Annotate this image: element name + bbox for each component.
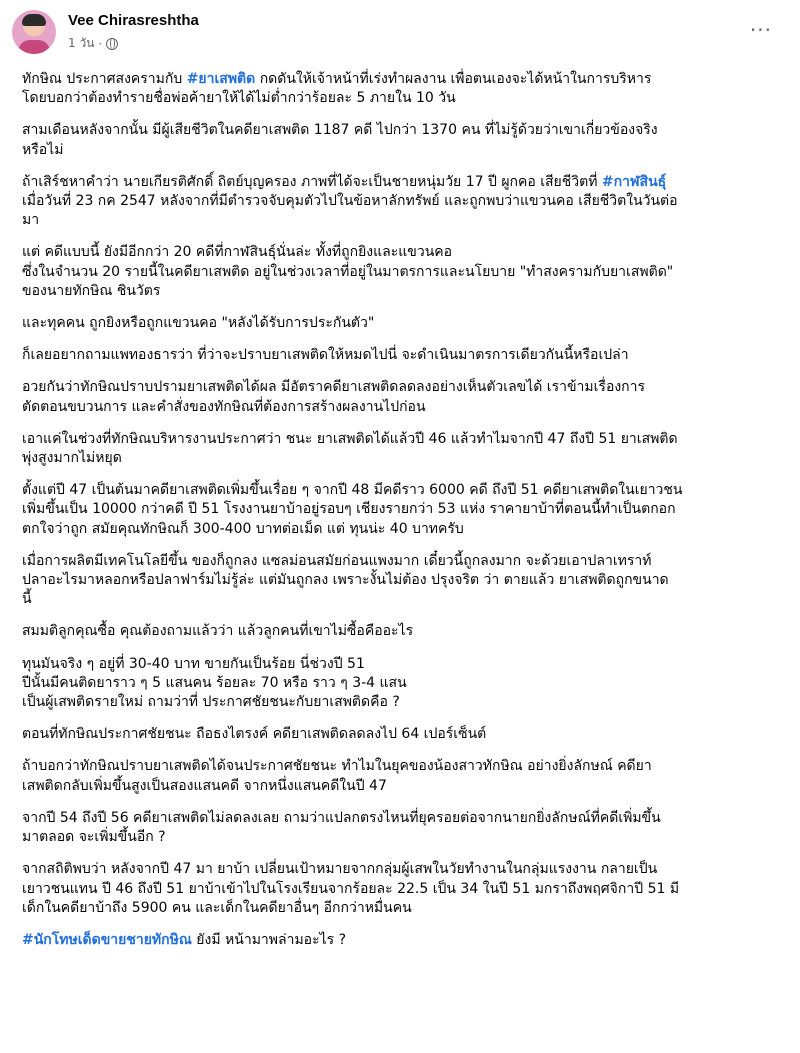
paragraph-text: กดดันให้เจ้าหน้าที่เร่งทำผลงาน เพื่อตนเองจะได้หน้าในการบริหาร โดยบอกว่าต้องทำรายชื่อพ่อค้ายาให้ได้ไม่ต่ำกว่าร้อยละ 5 ภายใน 10 วัน <box>22 71 652 107</box>
paragraph-text: จากสถิติพบว่า หลังจากปี 47 มา ยาบ้า เปลี่ยนเป้าหมายจากกลุ่มผู้เสพในวัยทำงานในกลุ่มแรงงาน กลายเป็น เยาวชนแทน ปี 46 ถึงปี 51 ยาบ้าเข้าไปในโรงเรียนจากร้อยละ 22.5 เป็น 34 ในปี 51 มกราถึงพฤศจิกาปี 51 มี เด็กในคดียาบ้าถึง 5900 คน และเด็กในคดียาอื่นๆ อีกกว่าหมื่นคน <box>22 861 680 916</box>
post-paragraph <box>22 173 782 231</box>
paragraph-text: สามเดือนหลังจากนั้น มีผู้เสียชีวิตในคดียาเสพติด 1187 คดี ไปกว่า 1370 คน ที่ไม่รู้ด้วยว่าเขาเกี่ยวข้องจริง หรือไม่ <box>22 122 658 158</box>
paragraph-text: ถ้าบอกว่าทักษิณปราบยาเสพติดได้จนประกาศชัยชนะ ทำไมในยุคของน้องสาวทักษิณ อย่างยิ่งลักษณ์ คดียา เสพติดกลับเพิ่มขึ้นสูงเป็นสองแสนคดี จากหนึ่งแสนคดีในปี 47 <box>22 758 652 794</box>
paragraph-text: ตั้งแต่ปี 47 เป็นต้นมาคดียาเสพติดเพิ่มขึ้นเรื่อย ๆ จากปี 48 มีคดีราว 6000 คดี ถึงปี 51 คดียาเสพติดในเยาวชน เพิ่มขึ้นเป็น 10000 กว่าคดี ปี 51 โรงงานยาบ้าอยู่รอบๆ เชียงรายกว่า 53 แห่ง ราคายาบ้าที่ตอนนี้ทำเป็นตกอก ตกใจว่าถูก สมัยคุณทักษิณก็ 300-400 บาทต่อเม็ด แต่ ทุนน่ะ 40 บาทครับ <box>22 482 683 537</box>
post-paragraph <box>22 314 782 333</box>
paragraph-text: จากปี 54 ถึงปี 56 คดียาเสพติดไม่ลดลงเลย ถามว่าแปลกตรงไหนที่ยุครอยต่อจากนายกยิ่งลักษณ์ที่คดีเพิ่มขึ้น มาตลอด จะเพิ่มขึ้นอีก ? <box>22 809 661 846</box>
post-paragraph <box>22 70 782 108</box>
paragraph-text: สมมติลูกคุณซื้อ คุณต้องถามแล้วว่า แล้วลูกคนที่เขาไม่ซื้อคืออะไร <box>22 623 414 640</box>
post-body <box>22 70 782 963</box>
post-paragraph <box>22 809 782 847</box>
paragraph-text: ทักษิณ ประกาศสงครามกับ <box>22 71 187 87</box>
paragraph-text: ก็เลยอยากถามแพทองธารว่า ที่ว่าจะปราบยาเสพติดให้หมดไปนี่ จะดำเนินมาตรการเดียวกันนี้หรือเปล่า <box>22 347 629 364</box>
post-paragraph <box>22 481 782 539</box>
avatar-shirt <box>18 40 50 54</box>
post-paragraph <box>22 860 782 918</box>
globe-icon[interactable] <box>106 38 118 50</box>
more-options-button[interactable]: ··· <box>749 18 772 42</box>
paragraph-text: อวยกันว่าทักษิณปราบปรามยาเสพติดได้ผล มีอัตราคดียาเสพติดลดลงอย่างเห็นตัวเลขได้ เราข้ามเรื่องการ ตัดตอนขบวนการ และคำสั่งของทักษิณที่ต้องการสร้างผลงานไปก่อน <box>22 379 646 415</box>
post-paragraph <box>22 552 782 610</box>
hashtag-link[interactable]: #นักโทษเด็ดขายชายทักษิณ <box>22 931 192 948</box>
post-time[interactable]: 1 วัน <box>68 36 95 50</box>
post-header <box>8 8 792 56</box>
paragraph-text: เอาแค่ในช่วงที่ทักษิณบริหารงานประกาศว่า ชนะ ยาเสพติดได้แล้วปี 46 แล้วทำไมจากปี 47 ถึงปี 51 ยาเสพติด พุ่งสูงมากไม่หยุด <box>22 430 678 467</box>
avatar-hair <box>22 14 46 26</box>
post-paragraph <box>22 725 782 744</box>
hashtag-link[interactable]: #ยาเสพติด <box>186 71 256 87</box>
paragraph-text: ยังมี หน้ามาพล่ามอะไร ? <box>191 931 347 948</box>
post-paragraph <box>22 121 782 159</box>
paragraph-text: ทุนมันจริง ๆ อยู่ที่ 30-40 บาท ขายกันเป็นร้อย นี่ช่วงปี 51 ปีนั้นมีคนติดยาราว ๆ 5 แสนคน ร้อยละ 70 หรือ ราว ๆ 3-4 แสน เป็นผู้เสพติดรายใหม่ ถามว่าที่ ประกาศชัยชนะกับยาเสพติดคือ ? <box>22 655 407 711</box>
paragraph-text: เมื่อวันที่ 23 กค 2547 หลังจากที่มีตำรวจจับคุมตัวไปในข้อหาลักทรัพย์ และถูกพบว่าแขวนคอ เสียชีวิตในวันต่อ มา <box>22 193 678 229</box>
post-paragraph <box>22 243 782 301</box>
post-paragraph <box>22 655 782 713</box>
post-paragraph <box>22 430 782 468</box>
author-name[interactable]: Vee Chirasreshtha <box>68 12 199 29</box>
paragraph-text: ถ้าเสิร์ชหาคำว่า นายเกียรติศักดิ์ ถิตย์บุญครอง ภาพที่ได้จะเป็นชายหนุ่มวัย 17 ปี ผูกคอ เสียชีวิตที่ <box>22 173 602 190</box>
post-paragraph <box>22 757 782 795</box>
post-paragraph <box>22 346 782 365</box>
avatar[interactable] <box>12 10 56 54</box>
post-paragraph <box>22 378 782 416</box>
paragraph-text: เมื่อการผลิตมีเทคโนโลยีขึ้น ของก็ถูกลง แซลม่อนสมัยก่อนแพงมาก เดี๋ยวนี้ถูกลงมาก จะด้วยเอาปลาเทราท์ ปลาอะไรมาหลอกหรือปลาฟาร์มไม่รู้ล่ะ แต่มันถูกลง เพราะงั้นไม่ต้อง ปรุงจริต ว่า ตายแล้ว ยาเสพติดถูกขนาด นี้ <box>22 552 669 608</box>
paragraph-text: ตอนที่ทักษิณประกาศชัยชนะ ถือธงไตรงค์ คดียาเสพติดลดลงไป 64 เปอร์เซ็นต์ <box>22 726 487 743</box>
post-meta: 1 วัน · <box>68 34 118 53</box>
hashtag-link[interactable]: #กาฬสินธุ์ <box>601 173 667 190</box>
paragraph-text: แต่ คดีแบบนี้ ยังมีอีกกว่า 20 คดีที่กาฬสินธุ์นั่นล่ะ ทั้งที่ถูกยิงและแขวนคอ ซึ่งในจำนวน 20 รายนี้ในคดียาเสพติด อยู่ในช่วงเวลาที่อยู่ในมาตรการและนโยบาย "ทำสงครามกับยาเสพติด" ของนายทักษิณ ชินวัตร <box>22 244 674 299</box>
paragraph-text: และทุคคน ถูกยิงหรือถูกแขวนคอ "หลังได้รับการประกันตัว" <box>22 315 375 332</box>
post-paragraph <box>22 622 782 641</box>
post-paragraph <box>22 931 782 950</box>
